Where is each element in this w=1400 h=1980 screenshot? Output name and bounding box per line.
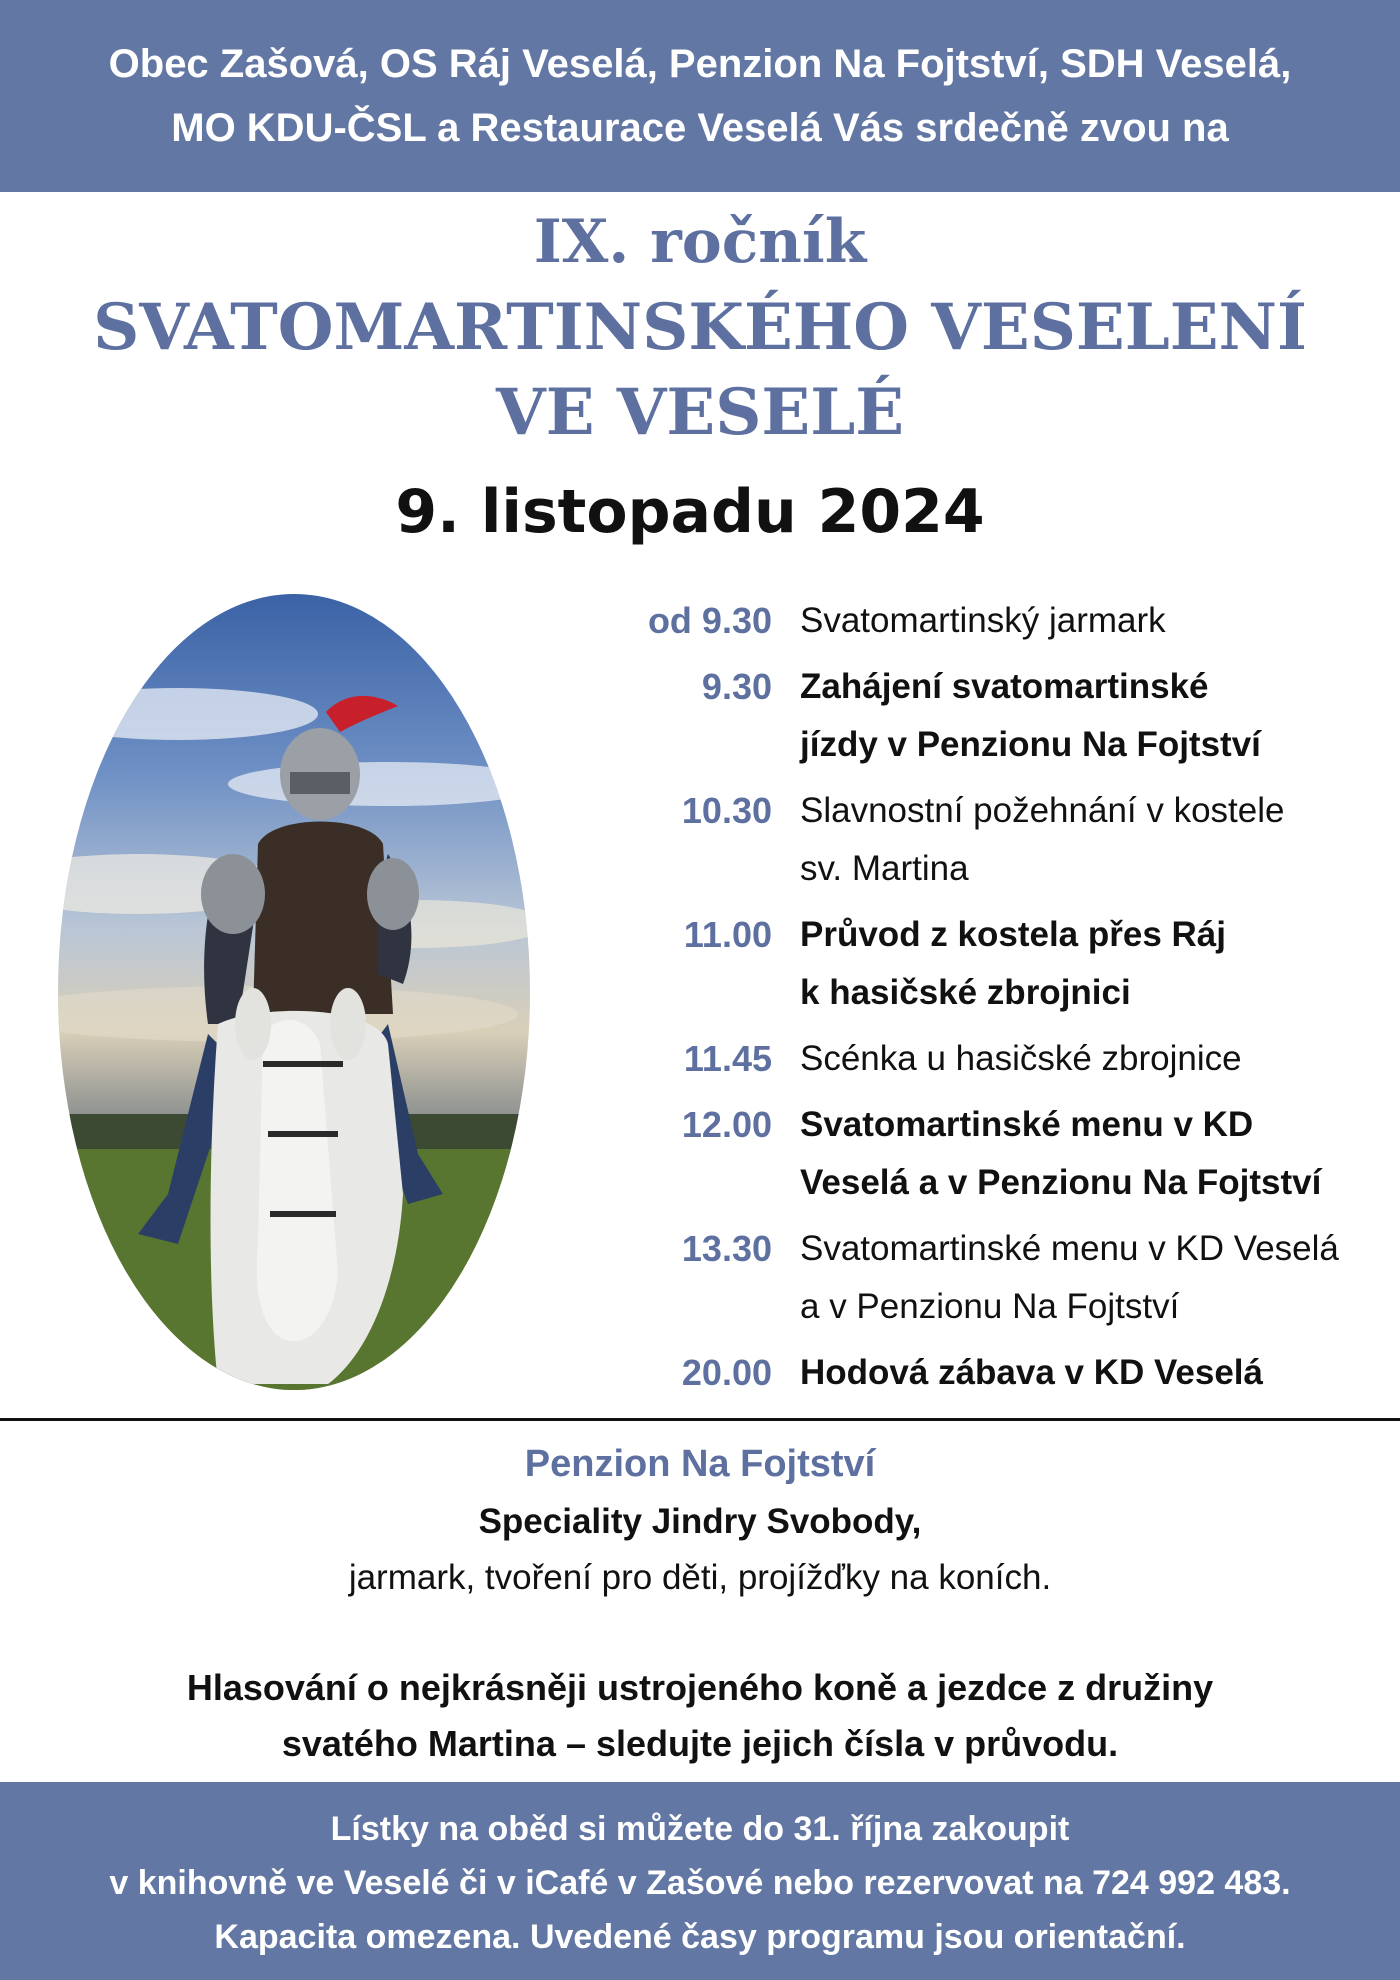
schedule-time: 13.30 bbox=[681, 1228, 772, 1269]
vote-notice-line-2: svatého Martina – sledujte jejich čísla v průvodu. bbox=[281, 1723, 1119, 1764]
schedule-item bbox=[600, 1220, 1380, 1336]
title-location: VE VESELÉ bbox=[496, 375, 904, 450]
schedule-desc-line: Hodová zábava v KD Veselá bbox=[800, 1353, 1263, 1392]
header-line-2: MO KDU-ČSL a Restaurace Veselá Vás srdečně zvou na bbox=[171, 106, 1229, 150]
schedule-desc-line: a v Penzionu Na Fojtství bbox=[800, 1287, 1180, 1326]
schedule-desc-line: Svatomartinské menu v KD Veselá bbox=[800, 1229, 1339, 1268]
schedule-item bbox=[600, 1096, 1380, 1212]
schedule-desc-line: Svatomartinské menu v KD bbox=[800, 1105, 1254, 1144]
schedule-item bbox=[600, 906, 1380, 1022]
venue-specialities: Speciality Jindry Svobody, bbox=[478, 1502, 922, 1541]
schedule-item bbox=[600, 1030, 1380, 1088]
schedule-time: 11.45 bbox=[683, 1038, 772, 1079]
footer-band bbox=[0, 1782, 1400, 1980]
schedule-time: 9.30 bbox=[701, 666, 772, 707]
schedule-desc-line: Veselá a v Penzionu Na Fojtství bbox=[800, 1163, 1322, 1202]
schedule-item bbox=[600, 782, 1380, 898]
venue-activities: jarmark, tvoření pro děti, projížďky na koních. bbox=[348, 1558, 1052, 1597]
schedule-item bbox=[600, 1344, 1380, 1402]
schedule-desc-line: Svatomartinský jarmark bbox=[800, 601, 1166, 640]
knight-illustration-icon bbox=[58, 594, 530, 1390]
schedule-desc-line: jízdy v Penzionu Na Fojtství bbox=[800, 725, 1261, 764]
section-divider bbox=[0, 1418, 1400, 1421]
vote-notice-line-1: Hlasování o nejkrásněji ustrojeného koně a jezdce z družiny bbox=[186, 1667, 1214, 1708]
title-event-name: SVATOMARTINSKÉHO VESELENÍ bbox=[93, 290, 1307, 365]
footer-line-1: Lístky na oběd si můžete do 31. října zakoupit bbox=[330, 1810, 1070, 1848]
footer-line-3: Kapacita omezena. Uvedené časy programu jsou orientační. bbox=[214, 1918, 1186, 1956]
header-line-1: Obec Zašová, OS Ráj Veselá, Penzion Na Fojtství, SDH Veselá, bbox=[108, 42, 1292, 86]
knight-on-white-horse-photo bbox=[58, 594, 530, 1390]
schedule-desc-line: k hasičské zbrojnici bbox=[800, 973, 1131, 1012]
title-edition: IX. ročník bbox=[533, 207, 867, 277]
schedule-desc-line: Průvod z kostela přes Ráj bbox=[800, 915, 1226, 954]
schedule-time: 11.00 bbox=[683, 914, 772, 955]
schedule-desc-line: Zahájení svatomartinské bbox=[800, 667, 1209, 706]
venue-name: Penzion Na Fojtství bbox=[524, 1443, 876, 1485]
schedule-desc-line: Scénka u hasičské zbrojnice bbox=[800, 1039, 1242, 1078]
schedule-time: od 9.30 bbox=[647, 600, 772, 641]
header-band bbox=[0, 0, 1400, 192]
schedule-desc-line: Slavnostní požehnání v kostele bbox=[800, 791, 1285, 830]
program-schedule bbox=[600, 592, 1380, 1410]
schedule-item bbox=[600, 658, 1380, 774]
schedule-item bbox=[600, 592, 1380, 650]
schedule-time: 10.30 bbox=[681, 790, 772, 831]
event-date: 9. listopadu 2024 bbox=[395, 477, 985, 547]
schedule-time: 12.00 bbox=[681, 1104, 772, 1145]
footer-line-2: v knihovně ve Veselé či v iCafé v Zašové nebo rezervovat na 724 992 483. bbox=[109, 1864, 1291, 1902]
schedule-time: 20.00 bbox=[681, 1352, 772, 1393]
schedule-desc-line: sv. Martina bbox=[800, 849, 969, 888]
